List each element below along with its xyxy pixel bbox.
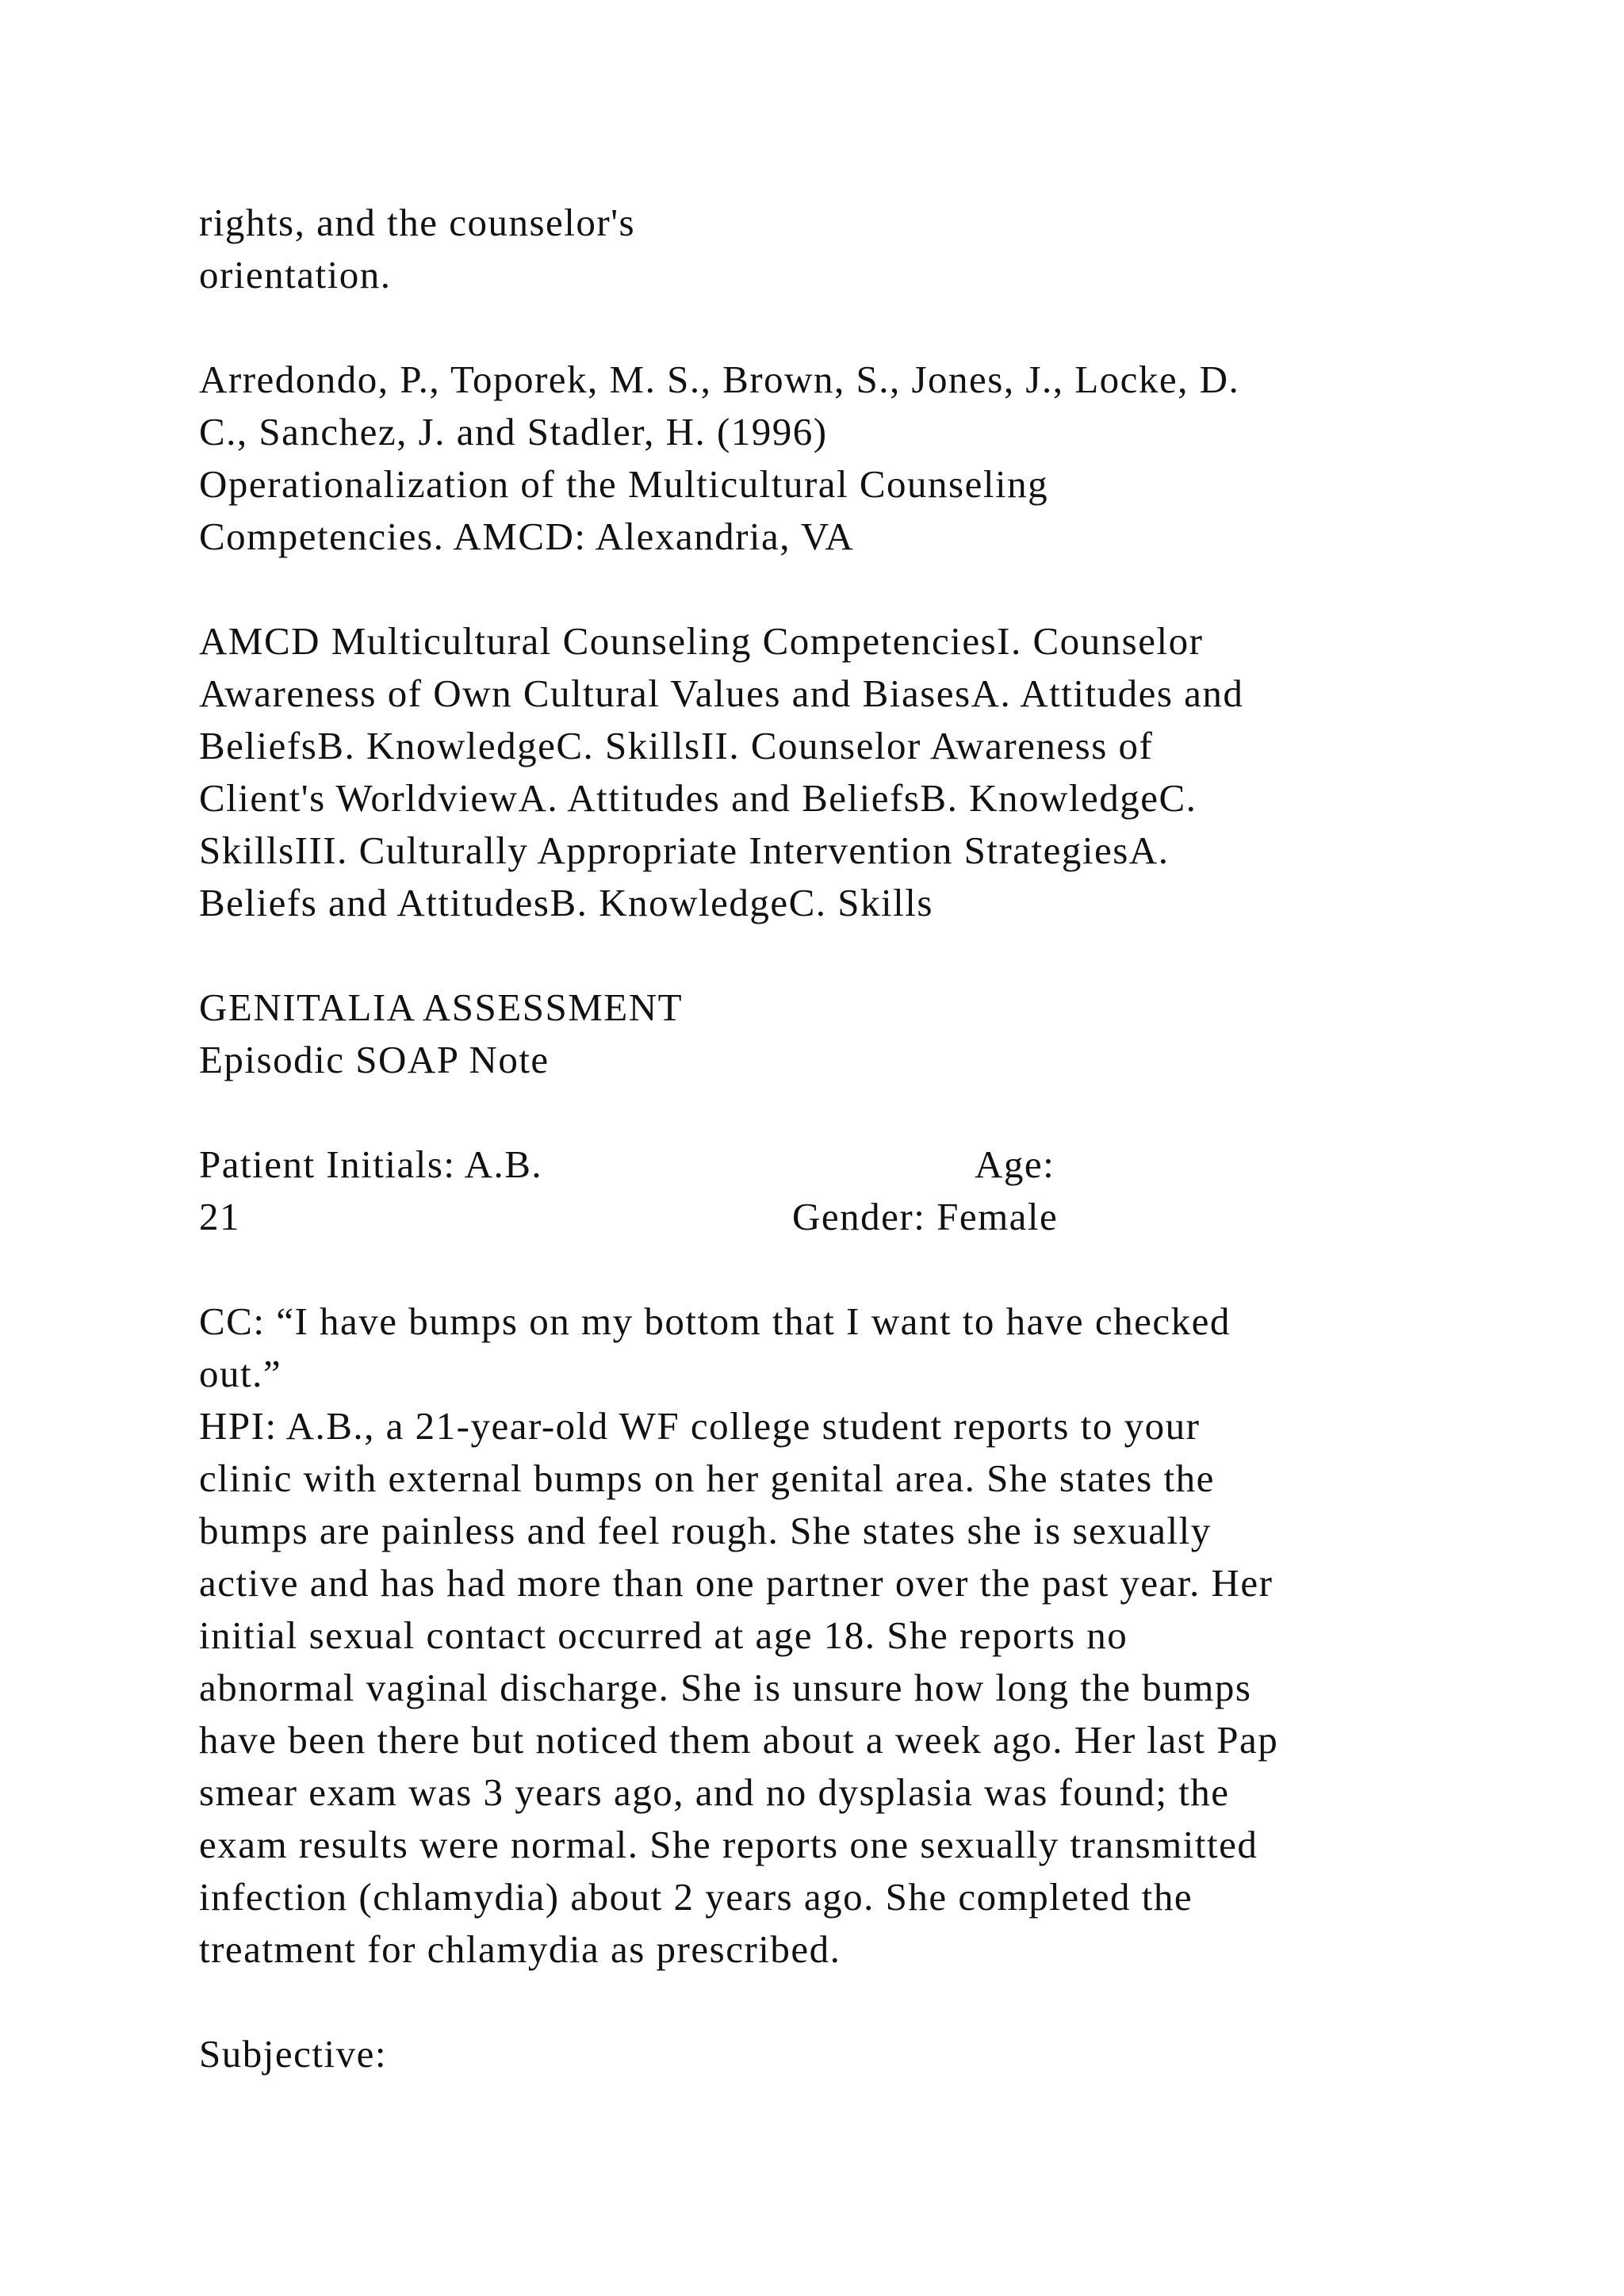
paragraph-gap [199,563,1547,615]
subjective-heading: Subjective: [199,2032,387,2076]
text-line: initial sexual contact occurred at age 18. She reports no [199,1613,1128,1657]
text-line: Beliefs and AttitudesB. KnowledgeC. Skills [199,881,933,924]
note-subtitle: Episodic SOAP Note [199,1038,550,1081]
text-line: bumps are painless and feel rough. She states she is sexually [199,1509,1212,1552]
text-line: out.” [199,1352,282,1395]
note-title: GENITALIA ASSESSMENT [199,985,684,1029]
text-line: abnormal vaginal discharge. She is unsure how long the bumps [199,1666,1252,1709]
text-line: treatment for chlamydia as prescribed. [199,1927,841,1971]
patient-info-row [199,1191,1547,1243]
text-line: Competencies. AMCD: Alexandria, VA [199,515,855,558]
text-line: AMCD Multicultural Counseling CompetenciesI. Counselor [199,619,1204,663]
patient-info [199,1138,1547,1243]
text-line: have been there but noticed them about a week ago. Her last Pap [199,1718,1279,1762]
text-line: Awareness of Own Cultural Values and BiasesA. Attitudes and [199,672,1244,715]
paragraph-gap [199,301,1547,354]
text-line: Arredondo, P., Toporek, M. S., Brown, S., Jones, J., Locke, D. [199,358,1240,401]
document-page [199,197,1547,2080]
paragraph-gap [199,929,1547,982]
text-line: Operationalization of the Multicultural Counseling [199,462,1049,506]
text-line: infection (chlamydia) about 2 years ago. She completed the [199,1875,1193,1919]
paragraph-gap [199,1086,1547,1138]
text-line: rights, and the counselor's [199,201,636,244]
text-line: smear exam was 3 years ago, and no dysplasia was found; the [199,1770,1230,1814]
intro-paragraph [199,197,1547,301]
paragraph-gap [199,1243,1547,1295]
text-line: SkillsIII. Culturally Appropriate Intervention StrategiesA. [199,828,1170,872]
patient-info-row [199,1138,1547,1191]
text-line: clinic with external bumps on her genital area. She states the [199,1456,1215,1500]
text-line: HPI: A.B., a 21-year-old WF college student reports to your [199,1404,1201,1448]
age-value: 21 [199,1195,240,1238]
text-line: CC: “I have bumps on my bottom that I want to have checked [199,1299,1231,1343]
note-heading [199,982,1547,1086]
competencies-paragraph [199,615,1547,929]
patient-gender: Gender: Female [792,1195,1059,1238]
text-line: active and has had more than one partner over the past year. Her [199,1561,1274,1605]
text-line: orientation. [199,253,392,297]
reference-paragraph [199,354,1547,563]
cc-hpi-paragraph [199,1295,1547,1976]
text-line: C., Sanchez, J. and Stadler, H. (1996) [199,410,828,453]
text-line: BeliefsB. KnowledgeC. SkillsII. Counselor Awareness of [199,724,1154,767]
text-line: exam results were normal. She reports one sexually transmitted [199,1823,1258,1866]
patient-initials: Patient Initials: A.B. [199,1142,543,1186]
age-label: Age: [975,1142,1055,1186]
paragraph-gap [199,1976,1547,2028]
text-line: Client's WorldviewA. Attitudes and BeliefsB. KnowledgeC. [199,776,1197,820]
